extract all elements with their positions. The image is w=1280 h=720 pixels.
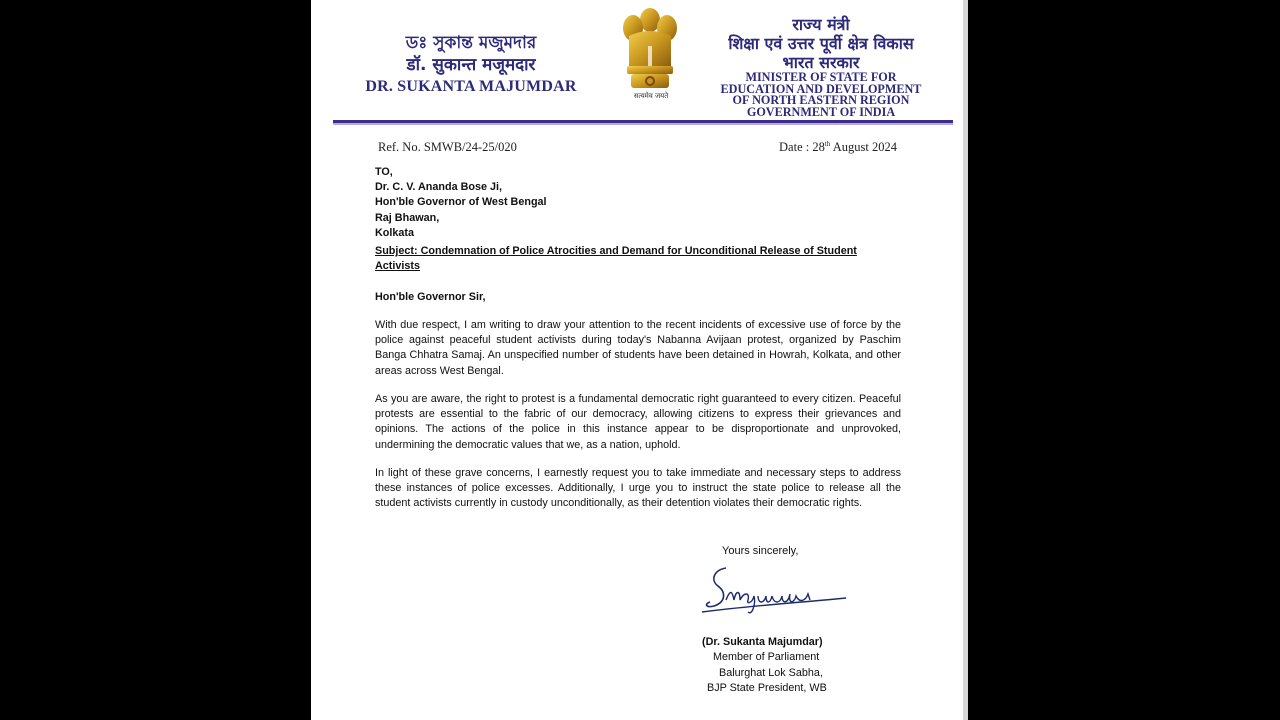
address-line-1: Dr. C. V. Ananda Bose Ji, [375,181,503,194]
signer-title-1: Member of Parliament [713,651,820,664]
hindi-title-3: भारत सरकार [782,53,860,72]
salutation: Hon'ble Governor Sir, [375,291,486,303]
reference-number: Ref. No. SMWB/24-25/020 [378,140,517,154]
bengali-name: ডঃ সুকান্ত মজুমদার [405,33,537,53]
signer-name: (Dr. Sukanta Majumdar) [702,636,823,648]
subject-line: Subject: Condemnation of Police Atrocities and Demand for Unconditional Release of Student Activists [375,245,857,273]
letterhead-right [706,15,936,118]
date-ordinal: th [824,140,831,148]
closing: Yours sincerely, [722,545,799,557]
hindi-name: डॉ. सुकान्त मजूमदार [406,55,536,75]
date-day: Date : 28 [779,140,825,155]
address-line-4: Kolkata [375,226,415,239]
address-line-2: Hon'ble Governor of West Bengal [375,196,547,209]
emblem-motto: सत्यमेव जयते [633,92,669,100]
page-edge [963,0,968,720]
national-emblem-icon [615,2,685,106]
paragraph-2: As you are aware, the right to protest is a fundamental democratic right guaranteed to every citizen. Peaceful protests are essential to the fabric of our democracy, allowing citizens to express their grievances and opinions. The actions of the police in this instance appear to be disproportionate and unprovoked, undermining the democratic values that we, as a nation, uphold. [375,393,901,451]
english-title-3: OF NORTH EASTERN REGION [732,93,910,107]
signer-block [702,635,827,696]
letterhead-left [311,32,631,98]
signer-title-3: BJP State President, WB [707,681,827,694]
letter-page [311,0,963,720]
paragraph-1: With due respect, I am writing to draw your attention to the recent incidents of excessive use of force by the police against peaceful student activists during today's Nabanna Avijaan protest, organized by Paschim Banga Chhatra Samaj. An unspecified number of students have been detained in Howrah, Kolkata, and other areas across West Bengal. [375,319,901,377]
letter-date [779,140,897,155]
paragraph-3: In light of these grave concerns, I earnestly request you to take immediate and necessary steps to address these instances of police excesses. Additionally, I urge you to instruct the state police to release all the student activists currently in custody unconditionally, as their detention violates their democratic rights. [375,467,901,510]
english-title-1: MINISTER OF STATE FOR [745,70,897,84]
address-line-3: Raj Bhawan, [375,211,440,224]
address-to: TO, [375,166,393,178]
signature-icon [696,560,856,620]
english-name: DR. SUKANTA MAJUMDAR [365,78,577,95]
date-month-year: August 2024 [830,140,897,155]
signer-title-2: Balurghat Lok Sabha, [719,666,823,679]
letterhead-divider [333,120,953,125]
hindi-title-2: शिक्षा एवं उत्तर पूर्वी क्षेत्र विकास [728,34,914,53]
hindi-title-1: राज्य मंत्री [792,15,850,34]
english-title-4: GOVERNMENT OF INDIA [746,104,896,119]
english-title-2: EDUCATION AND DEVELOPMENT [720,81,922,96]
recipient-address [375,165,901,241]
